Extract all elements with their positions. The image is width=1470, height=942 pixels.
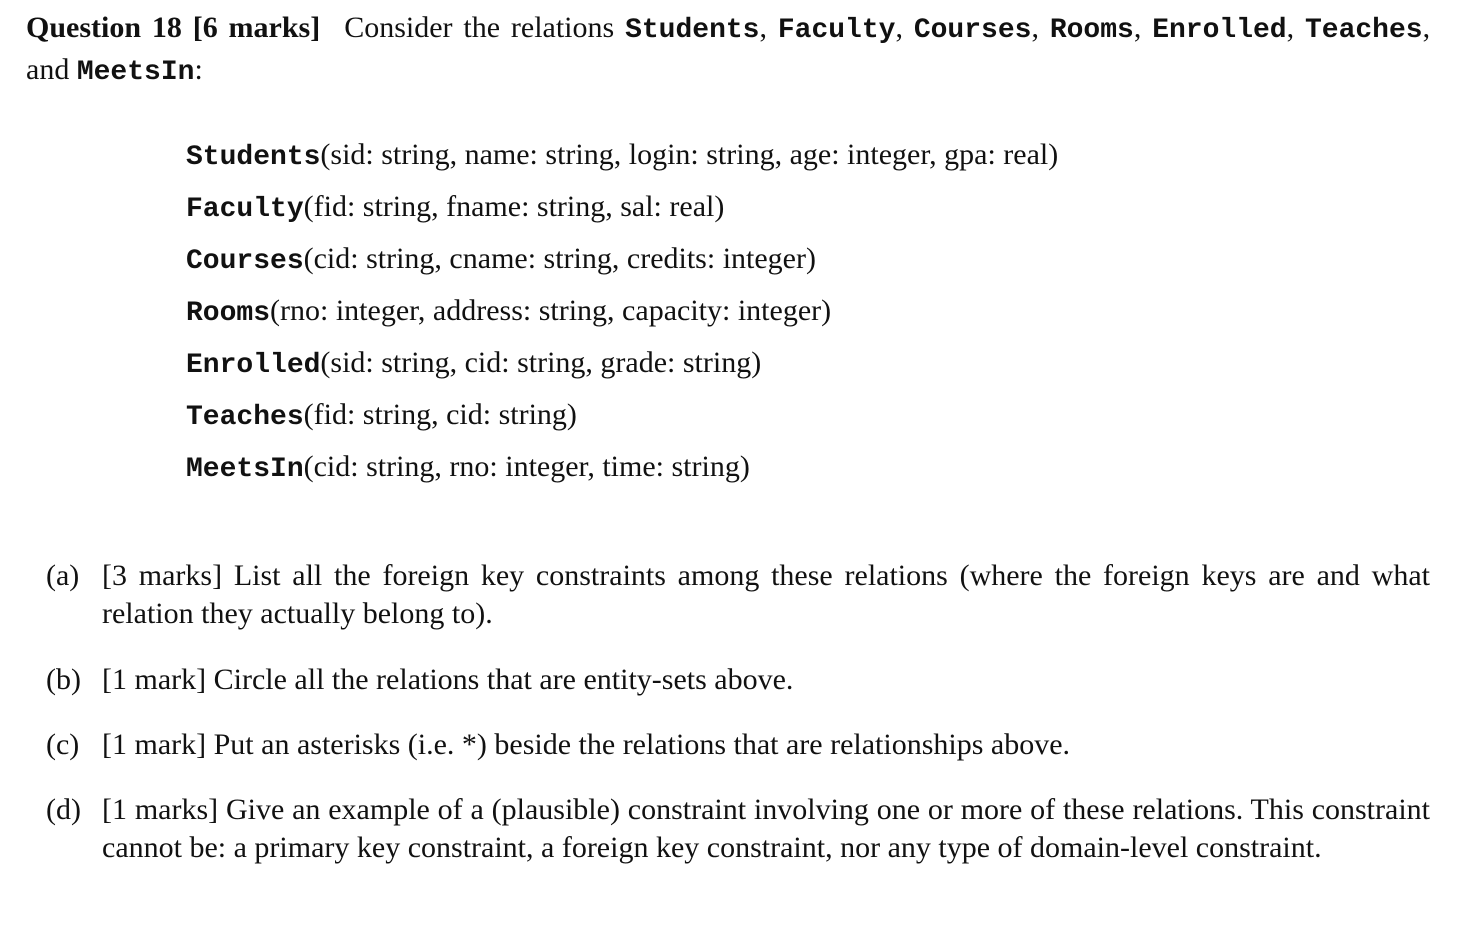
part-d: [46, 791, 1430, 867]
schema-row-enrolled: [186, 337, 1058, 389]
schema-relation-name: Enrolled: [186, 350, 321, 381]
schema-row-teaches: [186, 389, 1058, 441]
schema-row-students: [186, 129, 1058, 181]
part-b: [46, 661, 1430, 699]
schema-relation-name: Faculty: [186, 194, 304, 225]
part-c: [46, 726, 1430, 764]
relation-name-teaches: Teaches: [1304, 15, 1423, 46]
separator: ,: [895, 11, 914, 44]
schema-relation-name: Teaches: [186, 402, 304, 433]
schema-relation-name: Students: [186, 142, 321, 173]
schema-list: [186, 129, 1058, 493]
separator: ,: [1286, 11, 1305, 44]
part-text: [1 marks] Give an example of a (plausible) constraint involving one or more of these relations. This constraint cannot be: a primary key constraint, a foreign key constraint, nor any type of domain-level constraint.: [102, 793, 1430, 864]
schema-relation-name: MeetsIn: [186, 454, 304, 485]
relation-name-meetsin: MeetsIn: [76, 57, 195, 88]
relation-name-faculty: Faculty: [777, 15, 896, 46]
part-text: [1 mark] Circle all the relations that are entity-sets above.: [102, 663, 794, 696]
part-text: [1 mark] Put an asterisks (i.e. *) beside the relations that are relationships above.: [102, 728, 1071, 761]
schema-attributes: (cid: string, rno: integer, time: string): [303, 450, 750, 483]
relation-name-rooms: Rooms: [1049, 15, 1134, 46]
question-title: Question 18 [6 marks]: [26, 11, 321, 44]
schema-row-faculty: [186, 181, 1058, 233]
relation-name-students: Students: [625, 15, 760, 46]
schema-attributes: (fid: string, fname: string, sal: real): [303, 190, 725, 223]
part-label: (c): [46, 728, 80, 761]
part-a: [46, 557, 1430, 633]
colon: :: [194, 53, 203, 86]
schema-attributes: (sid: string, name: string, login: string, age: integer, gpa: real): [320, 138, 1059, 171]
question-header: [26, 8, 1430, 92]
schema-relation-name: Rooms: [186, 298, 271, 329]
schema-attributes: (sid: string, cid: string, grade: string): [320, 346, 762, 379]
part-label: (b): [46, 663, 81, 696]
schema-attributes: (fid: string, cid: string): [303, 398, 577, 431]
part-text: [3 marks] List all the foreign key constraints among these relations (where the foreign keys are and what relation they actually belong to).: [102, 559, 1430, 630]
schema-row-rooms: [186, 285, 1058, 337]
part-label: (d): [46, 793, 81, 826]
relation-name-courses: Courses: [913, 15, 1032, 46]
part-label: (a): [46, 559, 80, 592]
separator: ,: [759, 11, 778, 44]
and-word: , and: [26, 11, 1431, 86]
relation-name-enrolled: Enrolled: [1152, 15, 1287, 46]
intro-prefix: Consider the relations: [344, 11, 615, 44]
separator: ,: [1031, 11, 1050, 44]
schema-attributes: (cid: string, cname: string, credits: integer): [303, 242, 816, 275]
schema-row-meetsin: [186, 441, 1058, 493]
separator: ,: [1133, 11, 1153, 44]
schema-row-courses: [186, 233, 1058, 285]
schema-relation-name: Courses: [186, 246, 304, 277]
schema-attributes: (rno: integer, address: string, capacity: integer): [270, 294, 832, 327]
